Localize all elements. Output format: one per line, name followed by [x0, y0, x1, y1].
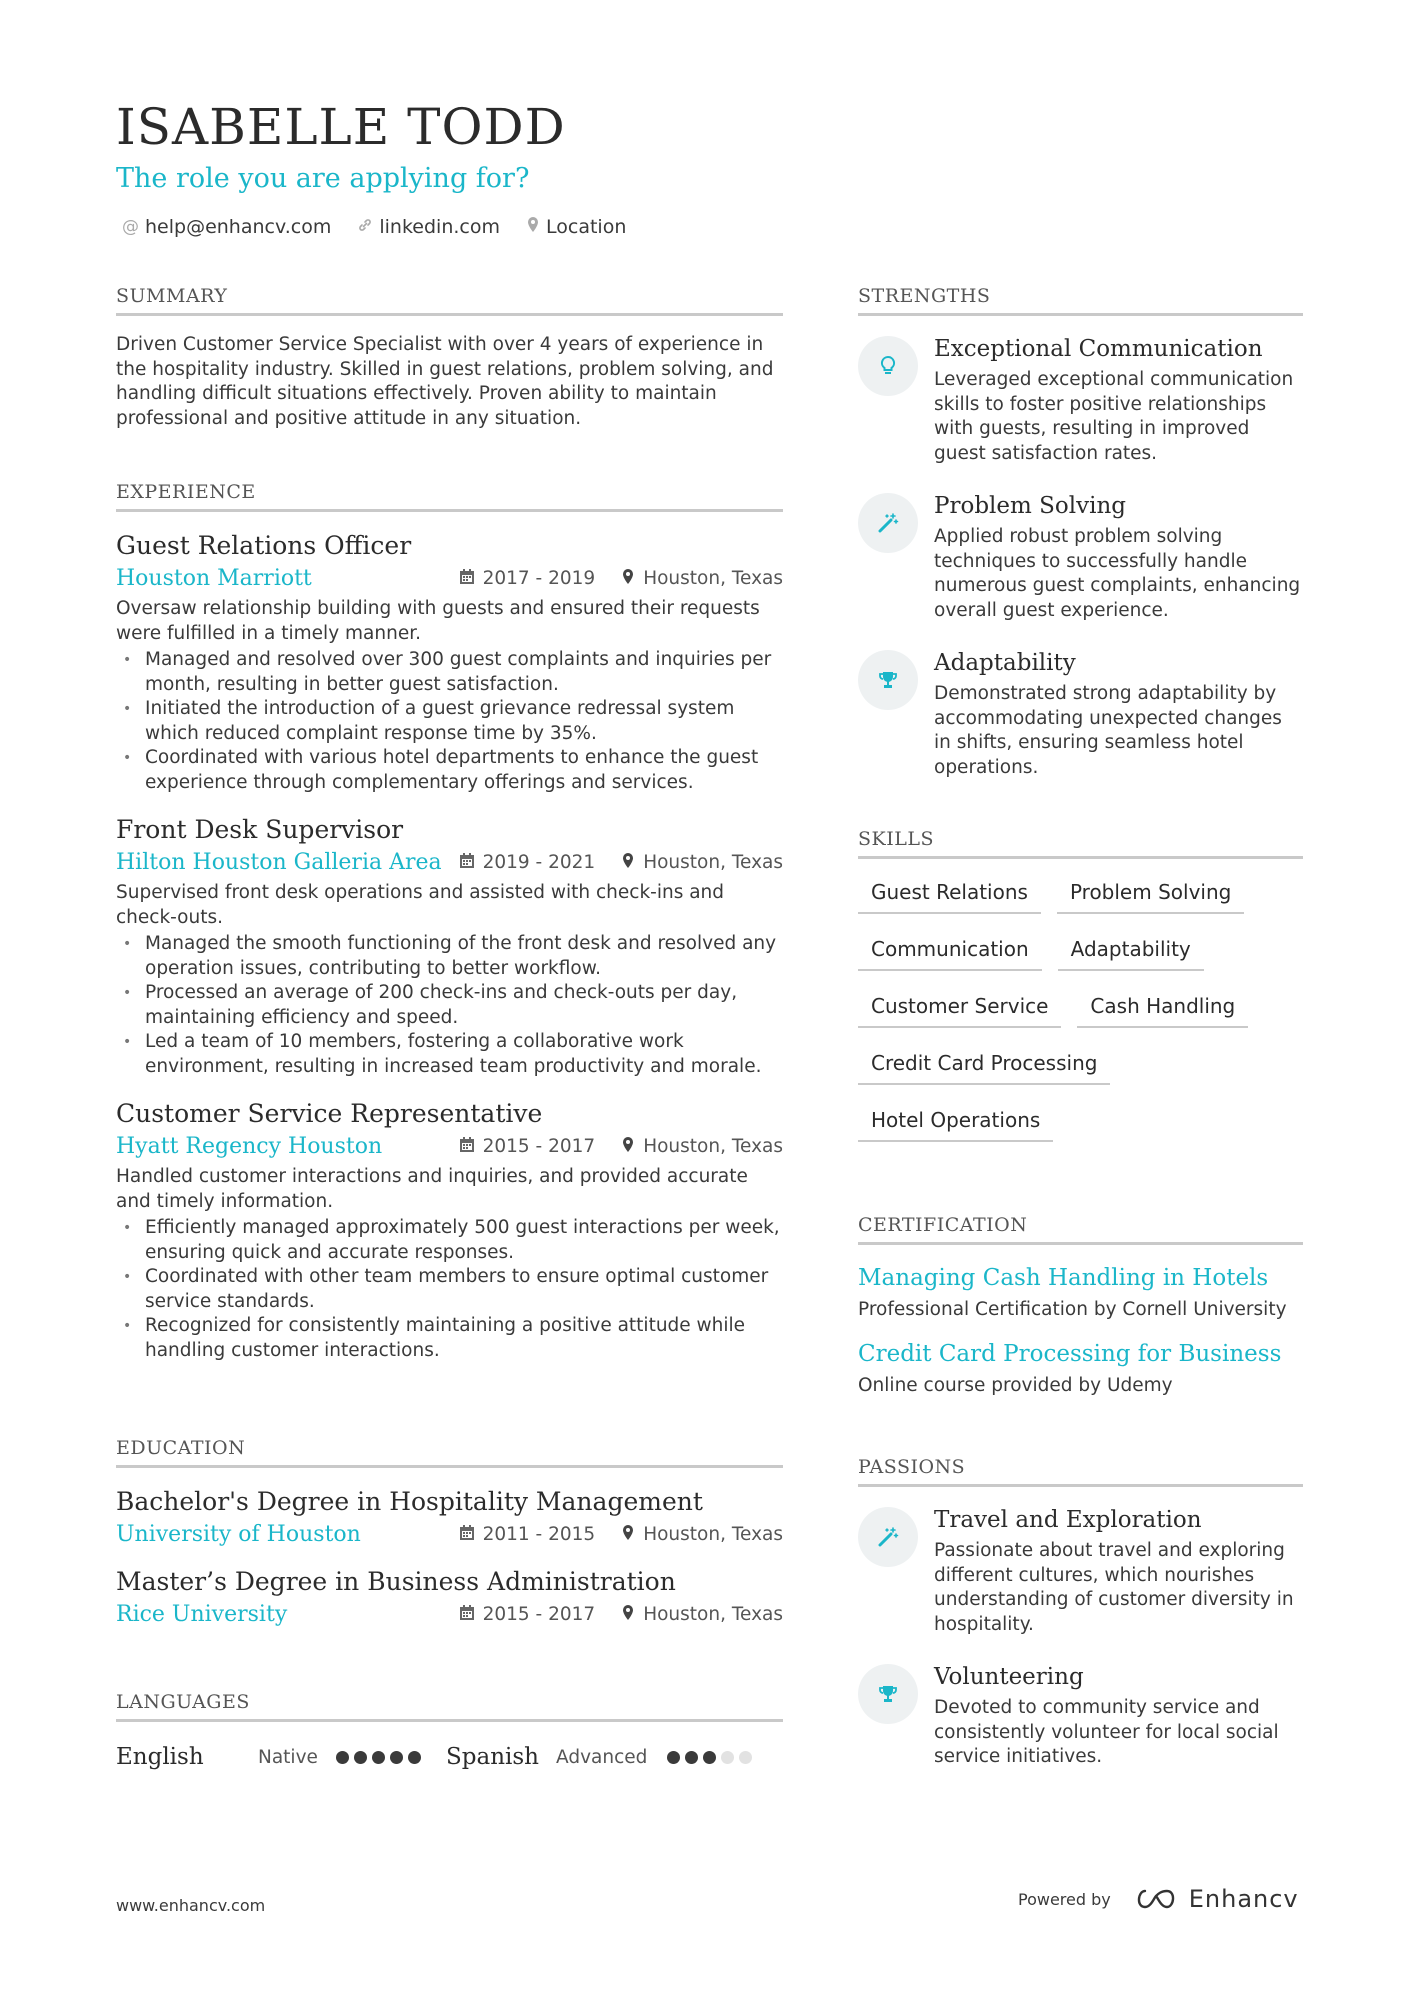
passion-title: Volunteering: [934, 1664, 1084, 1690]
job-description: Supervised front desk operations and assisted with check-ins and check-outs.: [116, 882, 725, 928]
trophy-icon: [858, 1664, 918, 1724]
languages-heading: LANGUAGES: [116, 1691, 783, 1722]
language-name: English: [116, 1744, 204, 1770]
contact-location: [526, 216, 626, 238]
location-pin-icon: [621, 1604, 635, 1626]
at-icon: @: [122, 217, 139, 237]
education-location: Houston, Texas: [643, 1604, 783, 1625]
candidate-name: ISABELLE TODD: [116, 98, 566, 156]
language-name: Spanish: [446, 1744, 539, 1770]
school-name: Rice University: [116, 1602, 288, 1627]
skill-tag: Customer Service: [858, 994, 1061, 1028]
calendar-icon: [459, 568, 475, 590]
job-bullet: • Coordinated with various hotel departments to enhance the guest experience through complementary offerings and services.: [116, 746, 783, 795]
job-bullet: • Managed the smooth functioning of the front desk and resolved any operation issues, contributing to better workflow.: [116, 932, 783, 981]
strength-description: Demonstrated strong adaptability by accommodating unexpected changes in shifts, ensuring seamless hotel operations.: [934, 683, 1282, 778]
language-rating: [336, 1751, 446, 1764]
location-text: Location: [546, 216, 627, 238]
job-dates: 2015 - 2017: [482, 1136, 596, 1157]
languages-section: [116, 1691, 783, 1770]
certification-issuer: Professional Certification by Cornell University: [858, 1299, 1287, 1320]
passion-item: [858, 1664, 1303, 1770]
summary-heading: SUMMARY: [116, 285, 783, 316]
rating-dot-filled: [703, 1751, 716, 1764]
location-pin-icon: [621, 1136, 635, 1158]
contact-linkedin[interactable]: [357, 216, 500, 238]
rating-dot-empty: [721, 1751, 734, 1764]
rating-dot-empty: [739, 1751, 752, 1764]
job-dates: 2019 - 2021: [482, 852, 596, 873]
strength-item: [858, 650, 1303, 780]
calendar-icon: [459, 1524, 475, 1546]
passion-description: Devoted to community service and consistently volunteer for local social service initiatives.: [934, 1697, 1279, 1767]
job-location: Houston, Texas: [643, 852, 783, 873]
skill-tag: Communication: [858, 937, 1042, 971]
location-pin-icon: [621, 568, 635, 590]
email-text: help@enhancv.com: [145, 216, 332, 238]
job-entry: [116, 815, 783, 1079]
calendar-icon: [459, 852, 475, 874]
job-dates: 2017 - 2019: [482, 568, 596, 589]
job-location: Houston, Texas: [643, 568, 783, 589]
certification-title: Managing Cash Handling in Hotels: [858, 1265, 1269, 1291]
certification-title: Credit Card Processing for Business: [858, 1341, 1282, 1367]
skill-tag: Cash Handling: [1077, 994, 1248, 1028]
contact-email[interactable]: [122, 216, 331, 238]
brand-logo[interactable]: [1133, 1885, 1299, 1913]
job-location: Houston, Texas: [643, 1136, 783, 1157]
lightbulb-icon: [858, 336, 918, 396]
certification-item: [858, 1341, 1303, 1396]
education-dates: 2015 - 2017: [482, 1604, 596, 1625]
job-bullet: • Processed an average of 200 check-ins and check-outs per day, maintaining efficiency and speed.: [116, 981, 783, 1030]
school-name: University of Houston: [116, 1522, 361, 1547]
degree-title: Bachelor's Degree in Hospitality Management: [116, 1487, 703, 1516]
strength-title: Problem Solving: [934, 493, 1126, 519]
magic-wand-icon: [858, 1507, 918, 1567]
job-bullet: • Managed and resolved over 300 guest complaints and inquiries per month, resulting in better guest satisfaction.: [116, 648, 783, 697]
trophy-icon: [858, 650, 918, 710]
job-bullet: • Coordinated with other team members to ensure optimal customer service standards.: [116, 1265, 783, 1314]
rating-dot-filled: [667, 1751, 680, 1764]
strength-item: [858, 336, 1303, 466]
rating-dot-filled: [336, 1751, 349, 1764]
education-dates: 2011 - 2015: [482, 1524, 596, 1545]
strengths-heading: STRENGTHS: [858, 285, 1303, 316]
passions-section: [858, 1456, 1303, 1770]
skill-tag: Credit Card Processing: [858, 1051, 1110, 1085]
calendar-icon: [459, 1136, 475, 1158]
footer-branding: [1018, 1885, 1299, 1913]
job-bullet: • Efficiently managed approximately 500 guest interactions per week, ensuring quick and accurate responses.: [116, 1216, 783, 1265]
location-pin-icon: [526, 216, 540, 238]
experience-heading: EXPERIENCE: [116, 481, 783, 512]
job-bullet: • Led a team of 10 members, fostering a collaborative work environment, resulting in increased team productivity and morale.: [116, 1030, 783, 1079]
job-bullet: • Recognized for consistently maintaining a positive attitude while handling customer interactions.: [116, 1314, 783, 1363]
link-icon: [357, 217, 373, 238]
passion-description: Passionate about travel and exploring different cultures, which nourishes understanding of customer diversity in hospitality.: [934, 1540, 1294, 1635]
job-title: Guest Relations Officer: [116, 531, 412, 560]
passion-item: [858, 1507, 1303, 1637]
strength-description: Leveraged exceptional communication skills to foster positive relationships with guests, resulting in improved guest satisfaction rates.: [934, 369, 1294, 464]
strength-description: Applied robust problem solving techniques to successfully handle numerous guest complaints, enhancing overall guest experience.: [934, 526, 1301, 621]
skills-section: [858, 828, 1303, 1142]
certification-item: [858, 1265, 1303, 1320]
job-bullet: • Initiated the introduction of a guest grievance redressal system which reduced complaint response time by 35%.: [116, 697, 783, 746]
company-name: Hilton Houston Galleria Area: [116, 850, 442, 875]
education-location: Houston, Texas: [643, 1524, 783, 1545]
rating-dot-filled: [390, 1751, 403, 1764]
magic-wand-icon: [858, 493, 918, 553]
skills-heading: SKILLS: [858, 828, 1303, 859]
company-name: Hyatt Regency Houston: [116, 1134, 383, 1159]
experience-section: [116, 481, 783, 1363]
role-title: The role you are applying for?: [116, 163, 530, 194]
strength-title: Adaptability: [934, 650, 1076, 676]
contact-bar: [122, 216, 626, 238]
location-pin-icon: [621, 1524, 635, 1546]
education-entry: [116, 1487, 783, 1547]
rating-dot-filled: [685, 1751, 698, 1764]
job-description: Oversaw relationship building with guests and ensured their requests were fulfilled in a timely manner.: [116, 598, 760, 644]
language-rating: [667, 1751, 752, 1764]
job-title: Front Desk Supervisor: [116, 815, 404, 844]
skill-tag: Problem Solving: [1057, 880, 1244, 914]
certification-heading: CERTIFICATION: [858, 1214, 1303, 1245]
passion-title: Travel and Exploration: [934, 1507, 1202, 1533]
education-section: [116, 1437, 783, 1627]
skill-tag: Adaptability: [1058, 937, 1204, 971]
language-level: Native: [258, 1746, 318, 1768]
rating-dot-filled: [408, 1751, 421, 1764]
skill-tag: Guest Relations: [858, 880, 1041, 914]
brand-name: Enhancv: [1188, 1885, 1299, 1913]
location-pin-icon: [621, 852, 635, 874]
job-entry: [116, 531, 783, 795]
education-heading: EDUCATION: [116, 1437, 783, 1468]
footer-website-link[interactable]: www.enhancv.com: [116, 1896, 266, 1915]
company-name: Houston Marriott: [116, 566, 312, 591]
infinity-logo-icon: [1133, 1887, 1179, 1911]
powered-by-text: Powered by: [1018, 1889, 1111, 1909]
passions-heading: PASSIONS: [858, 1456, 1303, 1487]
education-entry: [116, 1567, 783, 1627]
rating-dot-filled: [372, 1751, 385, 1764]
strength-item: [858, 493, 1303, 623]
strengths-section: [858, 285, 1303, 780]
job-title: Customer Service Representative: [116, 1099, 543, 1128]
summary-section: [116, 285, 783, 431]
job-entry: [116, 1099, 783, 1363]
skill-tag: Hotel Operations: [858, 1108, 1053, 1142]
degree-title: Master’s Degree in Business Administration: [116, 1567, 676, 1596]
rating-dot-filled: [354, 1751, 367, 1764]
certification-issuer: Online course provided by Udemy: [858, 1375, 1173, 1396]
job-description: Handled customer interactions and inquiries, and provided accurate and timely information.: [116, 1166, 748, 1212]
summary-text: Driven Customer Service Specialist with over 4 years of experience in the hospitality industry. Skilled in guest relations, problem solving, and handling difficult situations effectively. Proven ability to maintain professional and positive attitude in any situation.: [116, 334, 774, 429]
language-level: Advanced: [556, 1746, 648, 1768]
strength-title: Exceptional Communication: [934, 336, 1263, 362]
certification-section: [858, 1214, 1303, 1396]
calendar-icon: [459, 1604, 475, 1626]
linkedin-text: linkedin.com: [379, 216, 500, 238]
